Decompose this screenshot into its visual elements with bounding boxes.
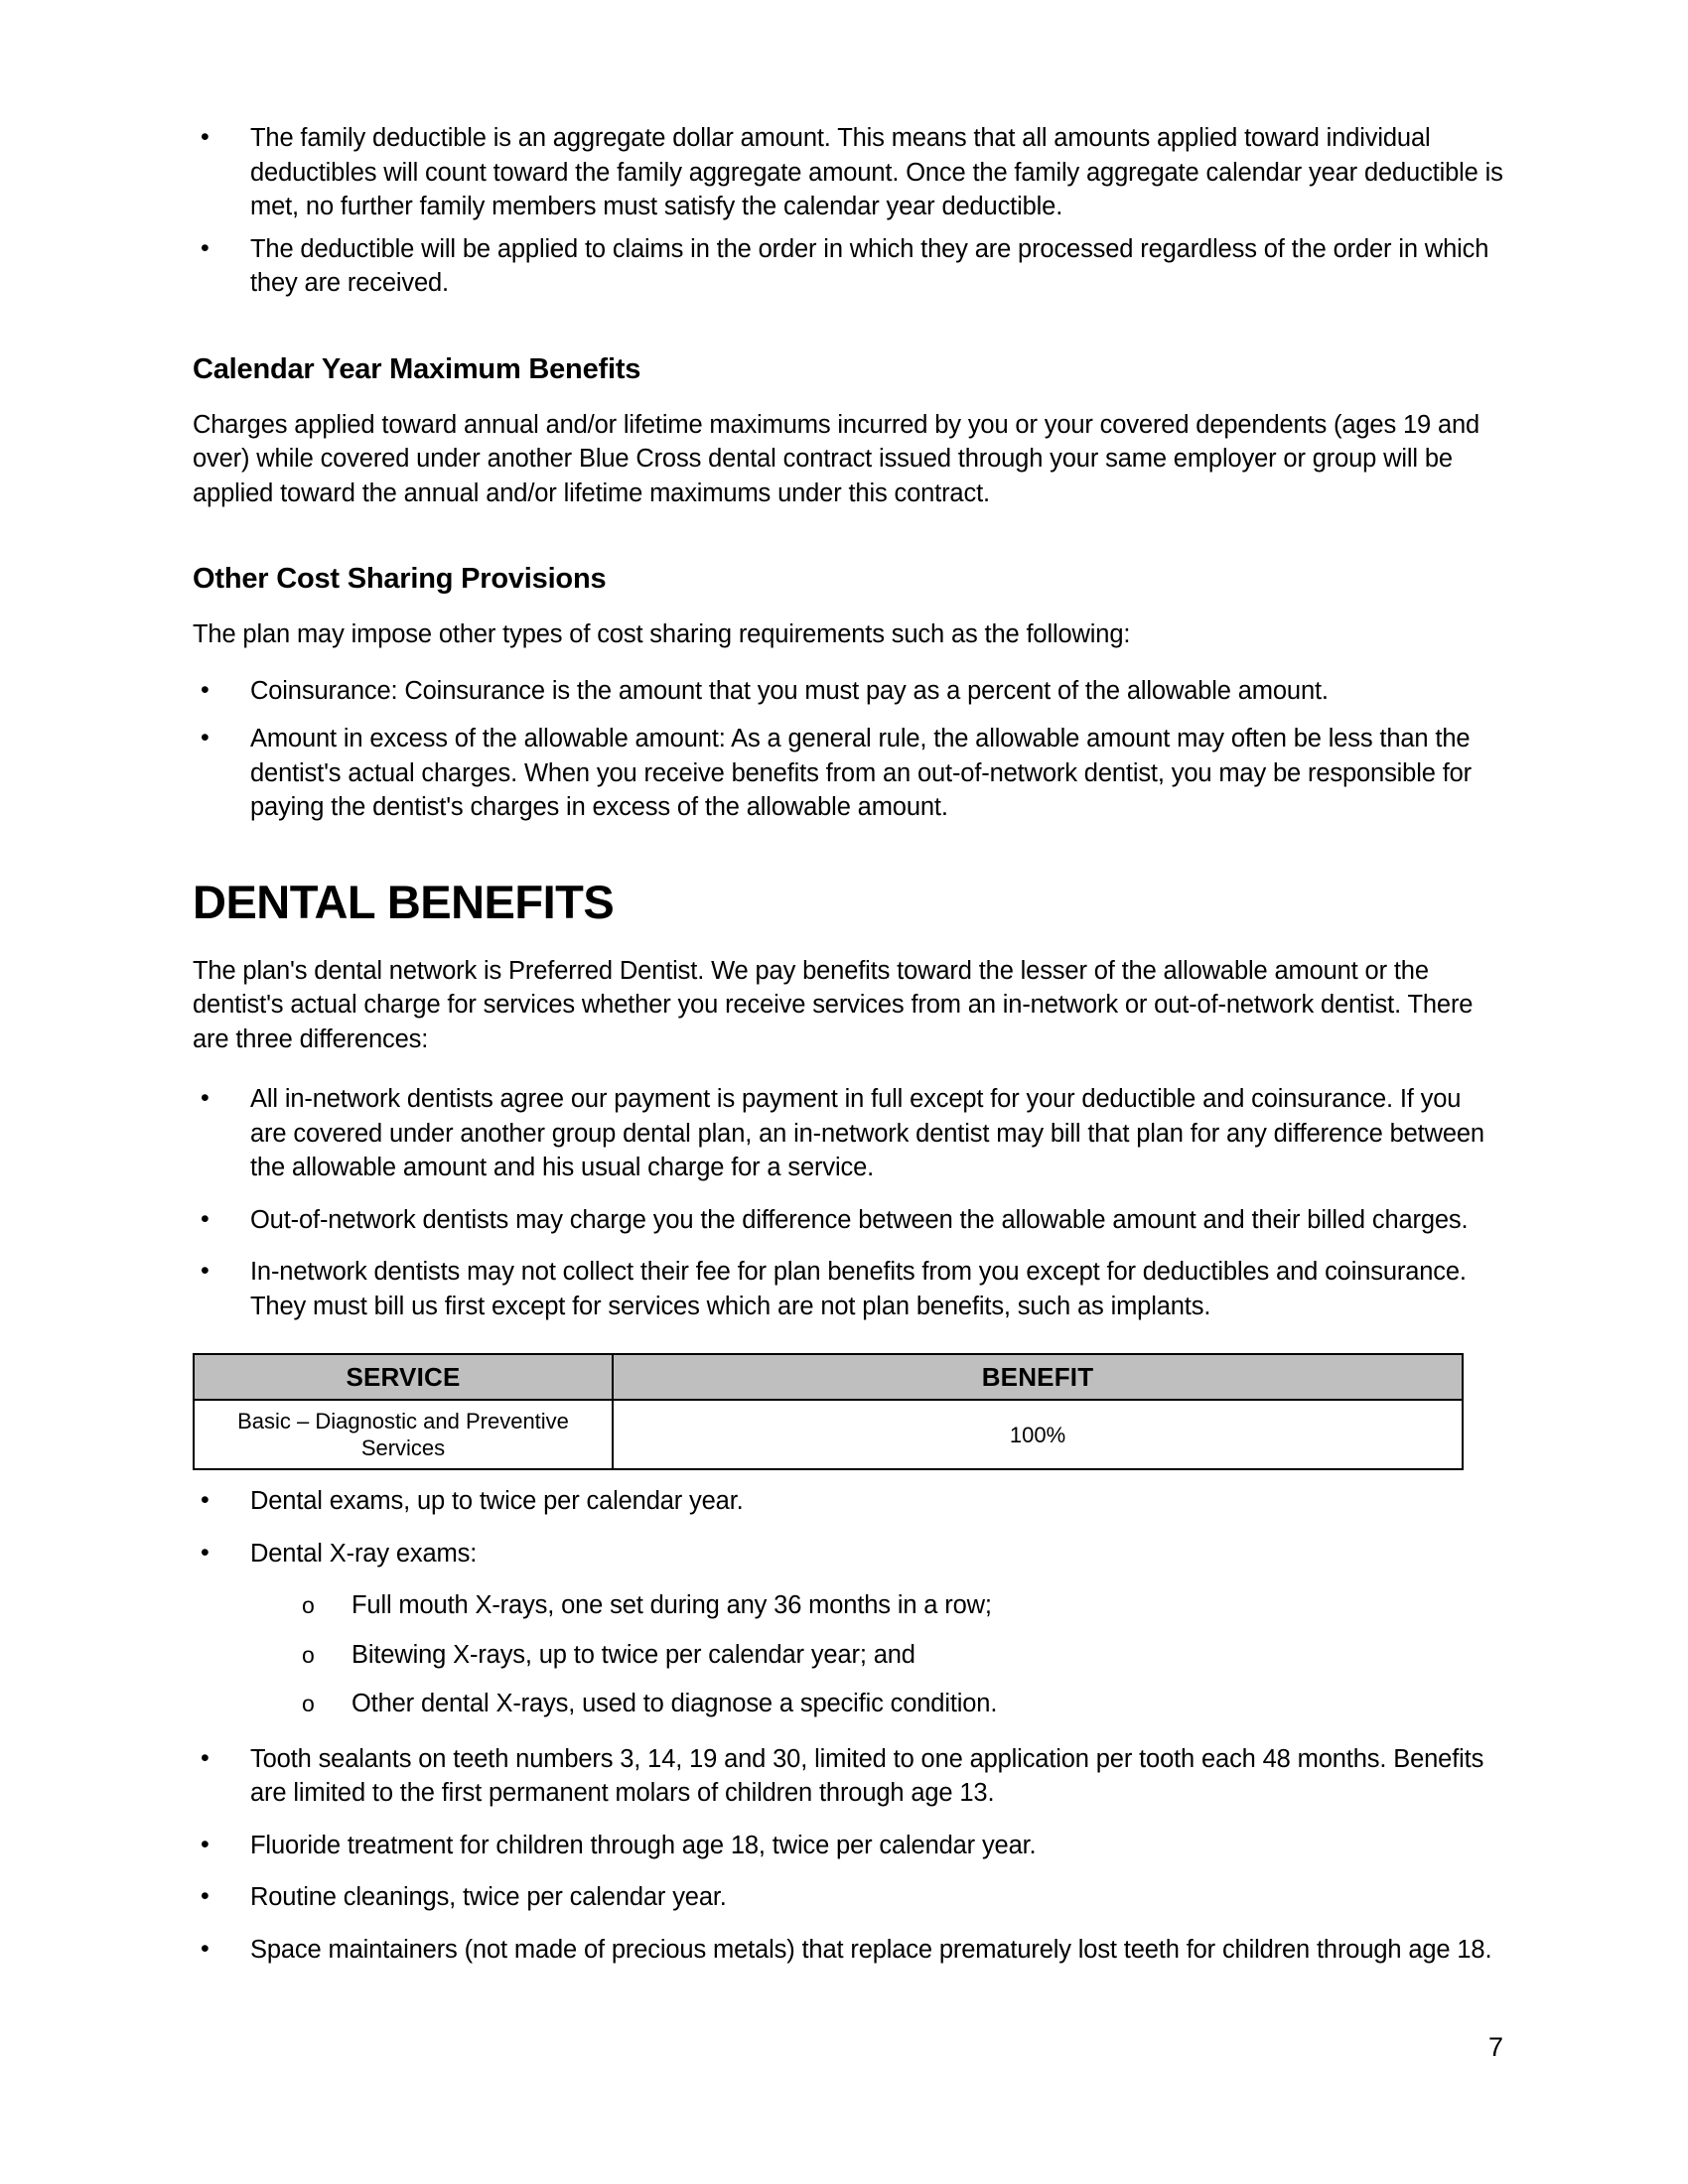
sub-list-item (193, 1588, 1503, 1623)
dental-benefits-bullet-list (193, 1082, 1503, 1323)
list-item (193, 1203, 1503, 1238)
page-number: 7 (1487, 2032, 1503, 2062)
bullet-icon: • (201, 1830, 210, 1858)
list-item (193, 1742, 1503, 1811)
bullet-icon: • (201, 1486, 210, 1514)
list-item-text: Amount in excess of the allowable amount: As a general rule, the allowable amount may often be less than the dentist's actual charges. When you receive benefits from an out-of-network dentist, you may be responsible for paying the dentist's charges in excess of the allowable amount. (250, 725, 1472, 821)
top-bullet-list (193, 121, 1503, 301)
sub-list-item-text: Bitewing X-rays, up to twice per calendar year; and (352, 1640, 915, 1669)
list-item-text: Space maintainers (not made of precious metals) that replace prematurely lost teeth for children through age 18. (250, 1935, 1492, 1964)
list-item-text: The family deductible is an aggregate dollar amount. This means that all amounts applied toward individual deductibles will count toward the family aggregate amount. Once the family aggregate calendar year deductible is met, no further family members must satisfy the calendar year deductible. (250, 124, 1503, 220)
covered-services-list (193, 1484, 1503, 1967)
page-content (193, 121, 1503, 1975)
list-item (193, 1933, 1503, 1968)
list-item (193, 1484, 1503, 1519)
list-item-text: Tooth sealants on teeth numbers 3, 14, 19 and 30, limited to one application per tooth each 48 months. Benefits are limited to the first permanent molars of children through age 13. (250, 1744, 1484, 1807)
paragraph-calendar-year-maximum-benefits: Charges applied toward annual and/or lifetime maximums incurred by you or your covered dependents (ages 19 and over) while covered under another Blue Cross dental contract issued through your same employer or group will be applied toward the annual and/or lifetime maximums under this contract. (193, 410, 1480, 507)
table-row (194, 1400, 1463, 1469)
list-item-text: Fluoride treatment for children through age 18, twice per calendar year. (250, 1831, 1037, 1859)
cell-service: Basic – Diagnostic and Preventive Services (194, 1400, 613, 1469)
cell-benefit: 100% (613, 1400, 1463, 1469)
list-item (193, 674, 1503, 709)
list-item (193, 1537, 1503, 1571)
list-item (193, 1255, 1503, 1323)
list-item-text: Dental X-ray exams: (250, 1539, 478, 1568)
list-item (193, 1829, 1503, 1863)
sub-bullet-icon: o (302, 1592, 315, 1618)
list-item (193, 1880, 1503, 1915)
column-header-benefit: BENEFIT (613, 1354, 1463, 1400)
list-item (193, 232, 1503, 301)
bullet-icon: • (201, 1934, 210, 1963)
column-header-service: SERVICE (194, 1354, 613, 1400)
list-item (193, 722, 1503, 825)
bullet-icon: • (201, 233, 210, 262)
sub-bullet-icon: o (302, 1691, 315, 1716)
list-item-text: In-network dentists may not collect their fee for plan benefits from you except for deductibles and coinsurance. They must bill us first except for services which are not plan benefits, such as implants. (250, 1258, 1467, 1320)
bullet-icon: • (201, 724, 210, 751)
bullet-icon: • (201, 123, 210, 151)
list-item (193, 1082, 1503, 1185)
sub-list-item (193, 1687, 1503, 1721)
sub-list-item-text: Other dental X-rays, used to diagnose a specific condition. (352, 1690, 998, 1717)
bullet-icon: • (201, 1743, 210, 1772)
list-item-text: Coinsurance: Coinsurance is the amount that you must pay as a percent of the allowable amount. (250, 676, 1329, 705)
list-item-text: Routine cleanings, twice per calendar year. (250, 1883, 727, 1911)
list-item-text: The deductible will be applied to claims in the order in which they are processed regardless of the order in which they are received. (250, 234, 1489, 297)
xray-sub-list (193, 1588, 1503, 1721)
list-item-text: Out-of-network dentists may charge you the difference between the allowable amount and their billed charges. (250, 1205, 1469, 1234)
bullet-icon: • (201, 1538, 210, 1567)
benefits-table (193, 1353, 1464, 1470)
list-item-text: All in-network dentists agree our payment is payment in full except for your deductible and coinsurance. If you are covered under another group dental plan, an in-network dentist may bill that plan for any difference between the allowable amount and his usual charge for a service. (250, 1085, 1484, 1181)
heading-calendar-year-maximum-benefits: Calendar Year Maximum Benefits (193, 352, 641, 385)
sub-list-item-text: Full mouth X-rays, one set during any 36 months in a row; (352, 1591, 992, 1619)
table-header-row (194, 1354, 1463, 1400)
heading-other-cost-sharing-provisions: Other Cost Sharing Provisions (193, 563, 607, 595)
bullet-icon: • (201, 675, 210, 704)
bullet-icon: • (201, 1882, 210, 1910)
sub-bullet-icon: o (302, 1641, 315, 1668)
paragraph-other-cost-sharing-intro: The plan may impose other types of cost sharing requirements such as the following: (193, 620, 1131, 648)
list-item (193, 121, 1503, 224)
bullet-icon: • (201, 1257, 210, 1285)
other-cost-sharing-bullet-list (193, 674, 1503, 825)
paragraph-dental-benefits-intro: The plan's dental network is Preferred Dentist. We pay benefits toward the lesser of the allowable amount or the dentist's actual charge for services whether you receive services from an in-network or out-of-network dentist. There are three differences: (193, 956, 1474, 1053)
sub-list-item (193, 1638, 1503, 1673)
bullet-icon: • (201, 1204, 210, 1233)
list-item-text: Dental exams, up to twice per calendar year. (250, 1487, 744, 1515)
page-title-dental-benefits: DENTAL BENEFITS (193, 875, 615, 928)
bullet-icon: • (201, 1084, 210, 1112)
